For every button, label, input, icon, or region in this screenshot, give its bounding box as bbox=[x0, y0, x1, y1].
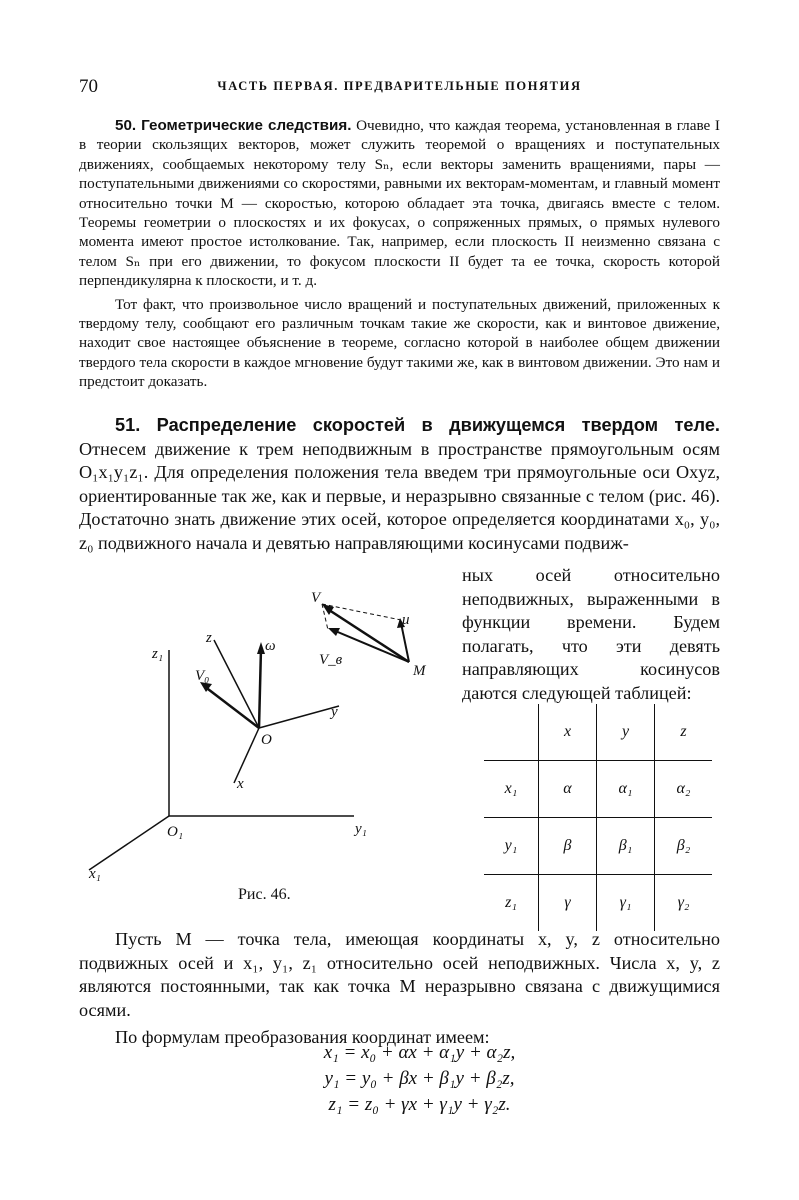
table-cell: β₁ bbox=[597, 818, 655, 875]
table-cell: γ bbox=[539, 875, 597, 932]
section-50-heading: 50. Геометрические следствия. bbox=[115, 117, 352, 134]
section-51-heading: 51. Распределение скоростей в движущемся твердом теле. bbox=[115, 415, 720, 435]
coordinate-formulas bbox=[0, 1040, 799, 1118]
vector-V0 bbox=[204, 686, 259, 728]
paragraph-point-M: Пусть M — точка тела, имеющая координаты x, y, z относительно подвижных осей и x₁, y₁, z₁ относительно осей неподвижных. Числа x, y, z являются постоянными, так как точка M неразрывно связана с движущимися осями. bbox=[79, 929, 720, 1020]
table-header-cell: z bbox=[655, 704, 713, 761]
figure-46 bbox=[79, 578, 469, 888]
axis-x bbox=[234, 728, 259, 783]
table-cell: α₂ bbox=[655, 761, 713, 818]
table-cell: β bbox=[539, 818, 597, 875]
label-z1: z₁ bbox=[152, 646, 164, 662]
section-51-text: Отнесем движение к трем неподвижным в пространстве прямоугольным осям O₁x₁y₁z₁. Для определения положения тела введем три прямоугольные оси Oxyz, ориентированные так же, как и первые, и неразрывно связанные с телом (рис. 46). Достаточно знать движение этих осей, которое определяется координатами x₀, y₀, z₀ подвижного начала и девятью направляющими косинусами подвиж- bbox=[79, 438, 720, 553]
label-y1: y₁ bbox=[355, 821, 367, 837]
section-50 bbox=[79, 116, 720, 392]
table-header-cell: y bbox=[597, 704, 655, 761]
section-51 bbox=[79, 414, 720, 555]
table-cell bbox=[484, 704, 539, 761]
table-cell: γ₁ bbox=[597, 875, 655, 932]
axis-y bbox=[259, 706, 339, 728]
table-cell: γ₂ bbox=[655, 875, 713, 932]
formula-y1: y₁ = y₀ + βx + β₁y + β₂z, bbox=[324, 1068, 515, 1089]
section-50-text: Очевидно, что каждая теорема, установленная в главе I в теории скользящих векторов, может служить теоремой о вращениях и поступательных движениях, сообщаемых некоторому телу Sₙ, если векторы заменить вращениями, пары — поступательными движениями со скоростями, равными их векторам-моментам, и главный момент относительно точки M — скоростью, которою обладает эта точка, двигаясь вместе с телом. Теоремы геометрии о плоскостях и их фокусах, о сопряженных прямых, о прямых нулевого момента имеют простое истолкование. Так, например, если плоскость II неизменно связана с телом Sₙ при его движении, то фокусом плоскости II будет та ее точка, скорость которой перпендикулярна к плоскости, и т. д. bbox=[79, 117, 720, 290]
label-u: u bbox=[402, 612, 410, 628]
label-O1: O₁ bbox=[167, 824, 184, 840]
label-Vv: V_в bbox=[319, 652, 343, 668]
vector-omega bbox=[259, 648, 261, 728]
label-z: z bbox=[206, 630, 212, 646]
axis-x1 bbox=[89, 816, 169, 870]
after-table-text bbox=[79, 928, 720, 1050]
paragraph-formulas-intro: По формулам преобразования координат имеем: bbox=[115, 1027, 490, 1047]
formula-x1: x₁ = x₀ + αx + α₁y + α₂z, bbox=[323, 1042, 516, 1063]
figure-caption: Рис. 46. bbox=[238, 886, 291, 903]
table-row bbox=[484, 818, 712, 875]
table-row bbox=[484, 761, 712, 818]
table-cell: α bbox=[539, 761, 597, 818]
table-row bbox=[484, 875, 712, 932]
running-title: ЧАСТЬ ПЕРВАЯ. ПРЕДВАРИТЕЛЬНЫЕ ПОНЯТИЯ bbox=[217, 79, 582, 93]
label-V: V bbox=[311, 590, 321, 606]
table-row-label: z₁ bbox=[505, 894, 517, 911]
page-number: 70 bbox=[79, 76, 98, 97]
label-V0: V₀ bbox=[195, 668, 210, 684]
table-cell: β₂ bbox=[655, 818, 713, 875]
section-51-paragraph bbox=[79, 414, 720, 555]
label-omega: ω bbox=[265, 638, 276, 654]
formula-z1: z₁ = z₀ + γx + γ₁y + γ₂z. bbox=[328, 1094, 511, 1115]
table-row-label: y₁ bbox=[484, 818, 539, 875]
label-y: y bbox=[331, 704, 338, 720]
section-50-paragraph-1 bbox=[79, 116, 720, 291]
section-51-wrap-text: ных осей относительно неподвижных, выраженными в функции времени. Будем полагать, что эти девять направляющих косинусов даются следующей таблицей: bbox=[462, 565, 720, 703]
table-header-cell: x bbox=[539, 704, 597, 761]
table-cell: α₁ bbox=[597, 761, 655, 818]
section-50-paragraph-2: Тот факт, что произвольное число вращений и поступательных движений, приложенных к твердому телу, сообщают его различным точкам такие же скорости, как и винтовое движение, находит свое настоящее объяснение в теореме, согласно которой в наиболее общем движении твердого тела скорости в каждое мгновение будут такими же, как в винтовом движении. Это нам и предстоит доказать. bbox=[79, 295, 720, 391]
direction-cosines-table bbox=[484, 704, 712, 931]
vector-Vv bbox=[333, 630, 409, 662]
axis-z bbox=[214, 640, 259, 728]
label-x1: x₁ bbox=[89, 866, 101, 882]
label-O: O bbox=[261, 732, 272, 748]
table-row-label: x₁ bbox=[484, 761, 539, 818]
label-M: M bbox=[413, 663, 426, 679]
table-header-row bbox=[484, 704, 712, 761]
label-x: x bbox=[237, 776, 244, 792]
